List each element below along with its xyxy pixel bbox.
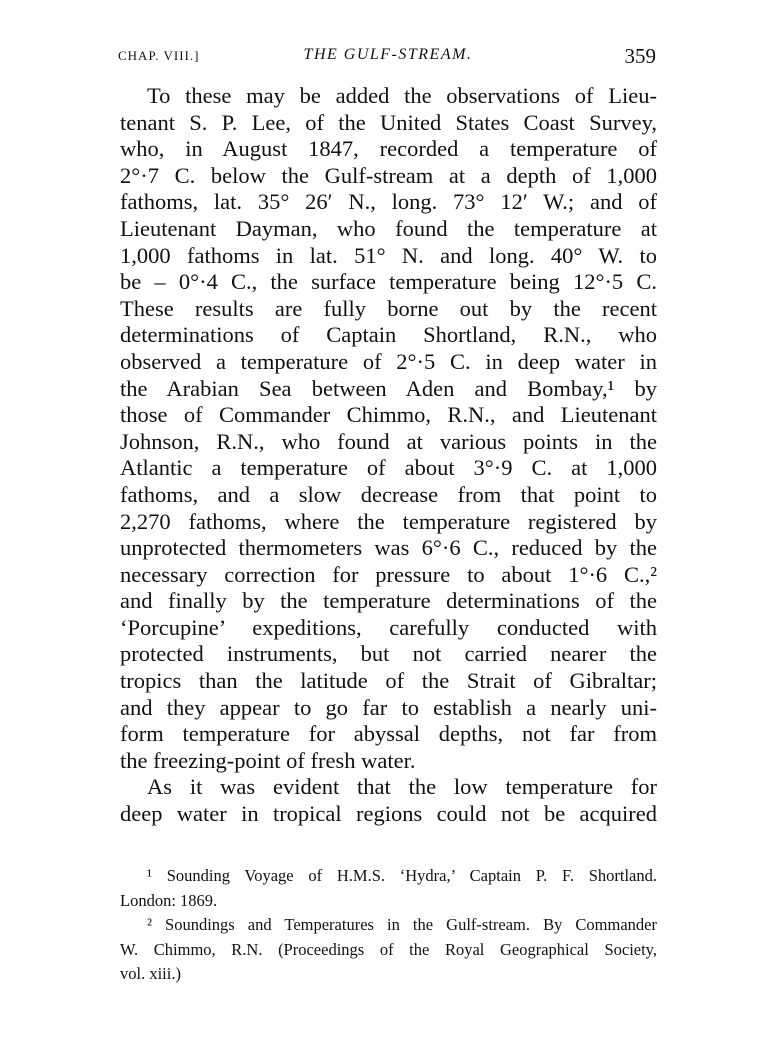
running-head [118,46,658,70]
text-line: deep water in tropical regions could not be acquired [120,801,657,827]
text-line: 2,270 fathoms, where the temperature registered by [120,508,657,534]
text-line: protected instruments, but not carried nearer the [120,641,657,667]
text-line: tropics than the latitude of the Strait of Gibraltar; [120,668,657,694]
footnote-line: London: 1869. [120,890,218,910]
text-line: ‘Porcupine’ expeditions, carefully conducted with [120,614,657,640]
running-title: THE GULF-STREAM. [303,46,473,63]
text-line: who, in August 1847, recorded a temperature of [120,136,657,162]
text-line: fathoms, and a slow decrease from that point to [120,481,657,507]
text-line: those of Commander Chimmo, R.N., and Lieutenant [120,402,657,428]
text-line: and finally by the temperature determinations of the [120,588,657,614]
body-text [120,83,657,828]
text-line: determinations of Captain Shortland, R.N., who [120,322,657,348]
text-line: tenant S. P. Lee, of the United States Coast Survey, [120,109,657,135]
footnote-line: ² Soundings and Temperatures in the Gulf-stream. By Commander [147,915,657,934]
text-line: 1,000 fathoms in lat. 51° N. and long. 40° W. to [120,242,657,268]
text-line: As it was evident that the low temperature for [147,774,657,800]
text-line: and they appear to go far to establish a nearly uni- [120,694,657,720]
text-line: observed a temperature of 2°·5 C. in deep water in [120,348,657,374]
footnote-line: vol. xiii.) [120,964,181,983]
text-line: Lieutenant Dayman, who found the temperature at [120,215,657,241]
text-line: form temperature for abyssal depths, not far from [120,721,657,747]
text-line: fathoms, lat. 35° 26′ N., long. 73° 12′ W.; and of [120,189,657,215]
text-line: the Arabian Sea between Aden and Bombay,¹ by [120,375,657,401]
text-line: necessary correction for pressure to about 1°·6 C.,² [120,561,657,587]
footnote-line: ¹ Sounding Voyage of H.M.S. ‘Hydra,’ Captain P. F. Shortland. [147,866,657,885]
text-line: be – 0°·4 C., the surface temperature being 12°·5 C. [120,269,657,295]
text-line: To these may be added the observations of Lieu- [147,83,657,108]
footnotes [120,864,657,987]
text-line: unprotected thermometers was 6°·6 C., reduced by the [120,535,657,561]
chapter-label: CHAP. VIII.] [118,48,200,63]
text-line: Atlantic a temperature of about 3°·9 C. at 1,000 [120,455,657,481]
page-number: 359 [624,44,656,68]
text-line: 2°·7 C. below the Gulf-stream at a depth of 1,000 [120,162,657,188]
footnote-line: W. Chimmo, R.N. (Proceedings of the Royal Geographical Society, [120,939,657,959]
text-line: the freezing-point of fresh water. [120,747,416,773]
text-line: These results are fully borne out by the recent [120,295,657,321]
text-line: Johnson, R.N., who found at various points in the [120,428,657,454]
